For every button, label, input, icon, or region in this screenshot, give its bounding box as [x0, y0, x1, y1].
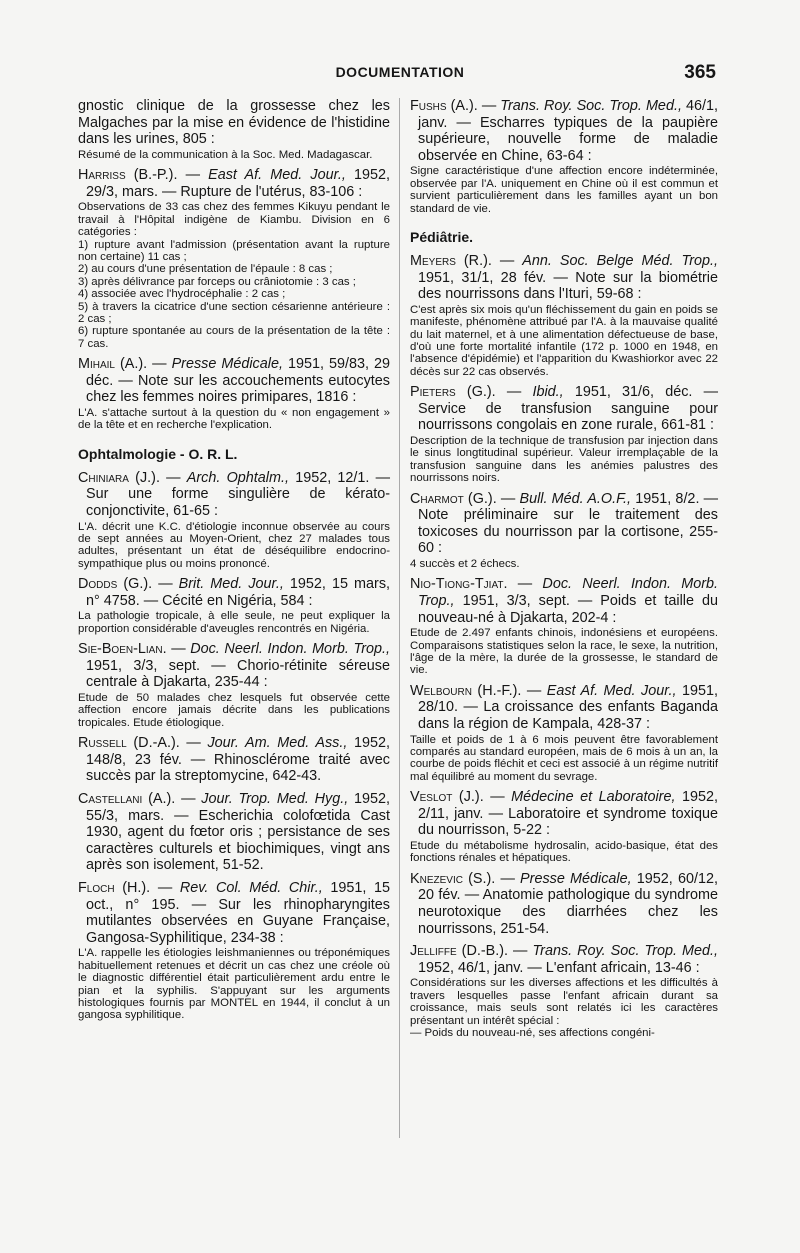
journal: Presse Médicale,	[171, 356, 283, 373]
abstract-line: C'est après six mois qu'un fléchissement du gain en poids se manifeste, phénomène attribué par l'A. à la mauvaise qualité du lait maternel, et à une alimentation défectueuse de base, d'où une forte mortalité infantile (172 p. 1000 en 1948, en l'absence d'épidémie) et l'apparition du Kwashiorkor avec 22 décès sur 22 cas observés.	[410, 303, 718, 378]
abstract-line: 1) rupture avant l'admission (présentation avant la rupture non certaine) 11 cas ;	[78, 238, 390, 263]
citation-details: 1951, 15 oct., n° 195. — Sur les rhinopharyngites mutilantes observées en Guyane Française, Gangosa-Syphilitique, 234-38 :	[86, 880, 391, 946]
citation-details: 1951, 8/2. — Note préliminaire sur le traitement des toxicoses du nourrisson par la cortisone, 255-60 :	[418, 490, 719, 557]
author: Jelliffe (D.-B.).	[410, 943, 509, 960]
journal: Jour. Trop. Med. Hyg.,	[201, 791, 349, 808]
section-heading: Pédiâtrie.	[410, 229, 474, 245]
author: Harriss (B.-P.).	[78, 167, 178, 184]
bibliography-entry	[78, 470, 390, 570]
bibliography-entry	[78, 641, 390, 729]
running-header	[0, 64, 800, 86]
author: Floch (H.).	[78, 880, 151, 896]
journal: Trans. Roy. Soc. Trop. Med.,	[500, 98, 682, 114]
bibliography-entry	[410, 253, 718, 378]
abstract	[410, 977, 718, 1039]
author: Veslot (J.).	[410, 789, 484, 806]
abstract-line: Considérations sur les diverses affections et les difficultés à travers lesquelles passe l'enfant africain durant sa croissance, mais seuls sont relatés ici les caractères présentant un intérêt spécial :	[410, 977, 718, 1027]
abstract	[78, 201, 390, 350]
author: Fushs (A.).	[410, 98, 478, 114]
abstract	[410, 627, 718, 677]
citation: Knezevic (S.). — Presse Médicale, 1952, 60/12, 20 fév. — Anatomie pathologique du syndrome neurotoxique des diarrhées chez les nourrissons, 251-54.	[410, 870, 718, 937]
citation: Nio-Tiong-Tjiat. — Doc. Neerl. Indon. Morb. Trop., 1951, 3/3, sept. — Poids et taille du nouveau-né à Djakarta, 202-4 :	[410, 576, 719, 626]
citation: Pieters (G.). — Ibid., 1951, 31/6, déc. — Service de transfusion sanguine pour nourrissons congolais en zone rurale, 661-81 :	[410, 384, 719, 434]
bibliography-entry	[78, 791, 390, 874]
bibliography-entry	[78, 356, 390, 432]
abstract-line: Etude de 2.497 enfants chinois, indonésiens et européens. Comparaisons statistiques selon la race, le sexe, la nutrition, l'âge de la mère, la durée de la grossesse, le standard de vie.	[410, 627, 718, 677]
citation-details: 1952, 60/12, 20 fév. — Anatomie pathologique du syndrome neurotoxique des diarrhées chez les nourrissons, 251-54.	[418, 870, 718, 937]
citation-details: 1952, 29/3, mars. — Rupture de l'utérus, 83-106 :	[86, 167, 390, 200]
right-column	[410, 98, 718, 1045]
abstract-line: 2) au cours d'une présentation de l'épaule : 8 cas ;	[78, 263, 333, 276]
citation-details: 1952, 148/8, 23 fév. — Rhinosclérome traité avec succès par la streptomycine, 642-43.	[86, 735, 391, 785]
author: Chiniara (J.).	[78, 469, 160, 486]
abstract	[410, 165, 718, 215]
left-column	[78, 98, 390, 1028]
citation-details: 1952, 15 mars, n° 4758. — Cécité en Nigéria, 584 :	[86, 576, 391, 609]
bibliography-entry	[410, 871, 718, 937]
abstract-line: L'A. s'attache surtout à la question du « non engagement » de la tête et en recherche l'explication.	[78, 407, 390, 432]
citation-details: 1952, 46/1, janv. — L'enfant africain, 13-46 :	[418, 959, 700, 976]
citation: Charmot (G.). — Bull. Méd. A.O.F., 1951, 8/2. — Note préliminaire sur le traitement des toxicoses du nourrisson par la cortisone, 255-60 :	[410, 490, 719, 557]
journal: Ann. Soc. Belge Méd. Trop.,	[522, 253, 718, 269]
abstract-line: Taille et poids de 1 à 6 mois peuvent être favorablement comparés au standard européen, mais de 6 mois à un an, la courbe de poids fléchit et ceci est associé à un régime nutritif mal équilibré au moment du sevrage.	[410, 733, 718, 783]
journal: Arch. Ophtalm.,	[186, 469, 289, 486]
running-title: DOCUMENTATION	[335, 64, 465, 80]
citation-details: 1952, 12/1. — Sur une forme singulière de kérato-conjonctivite, 61-65 :	[86, 469, 391, 520]
journal: Trans. Roy. Soc. Trop. Med.,	[532, 943, 718, 960]
citation: Russell (D.-A.). — Jour. Am. Med. Ass., 1952, 148/8, 23 fév. — Rhinosclérome traité avec succès par la streptomycine, 642-43.	[78, 735, 391, 785]
author: Charmot (G.).	[410, 490, 497, 507]
citation-details: 1951, 3/3, sept. — Poids et taille du nouveau-né à Djakarta, 202-4 :	[418, 593, 719, 626]
abstract-line: Observations de 33 cas chez des femmes Kikuyu pendant le travail à l'Hôpital indigène de Kiambu. Division en 6 catégories :	[78, 201, 390, 239]
page-number: 365	[684, 62, 716, 83]
abstract	[78, 521, 390, 571]
abstract	[410, 840, 718, 865]
citation-details: 1952, 2/11, janv. — Laboratoire et syndrome toxique du nourrisson, 5-22 :	[418, 789, 719, 839]
citation: Welbourn (H.-F.). — East Af. Med. Jour., 1951, 28/10. — La croissance des enfants Baganda dans la région de Kampala, 428-37 :	[410, 682, 718, 732]
citation: Dodds (G.). — Brit. Med. Jour., 1952, 15 mars, n° 4758. — Cécité en Nigéria, 584 :	[78, 576, 391, 609]
citation: Veslot (J.). — Médecine et Laboratoire, 1952, 2/11, janv. — Laboratoire et syndrome toxique du nourrisson, 5-22 :	[410, 789, 719, 839]
bibliography-entry	[78, 167, 390, 350]
bibliography-entry	[410, 98, 718, 215]
author: Meyers (R.).	[410, 253, 492, 269]
column-rule	[399, 98, 400, 1138]
abstract-line: — Poids du nouveau-né, ses affections congéni-	[410, 1027, 655, 1039]
abstract-line: Description de la technique de transfusion par injection dans le sinus longtitudinal supérieur. Valeur irremplaçable de la transfusion sanguine dans les anémies palustres des nourrissons noirs.	[410, 435, 718, 485]
citation-details: 1951, 31/1, 28 fév. — Note sur la biométrie des nourrissons dans l'Ituri, 59-68 :	[418, 269, 718, 303]
bibliography-entry	[410, 384, 718, 484]
journal: Jour. Am. Med. Ass.,	[207, 735, 348, 752]
abstract	[78, 407, 390, 432]
citation-details: 1951, 3/3, sept. — Chorio-rétinite séreuse centrale à Djakarta, 235-44 :	[86, 657, 390, 691]
citation: Jelliffe (D.-B.). — Trans. Roy. Soc. Trop. Med., 1952, 46/1, janv. — L'enfant africain, 13-46 :	[410, 943, 718, 976]
abstract-line: Etude de 50 malades chez lesquels fut observée cette affection encore jamais décrite dans les publications tropicales. Etude étiologique.	[78, 692, 390, 729]
journal: Rev. Col. Méd. Chir.,	[179, 880, 323, 896]
section-heading: Ophtalmologie - O. R. L.	[78, 445, 238, 462]
abstract-line: 3) après délivrance par forceps ou crâniotomie : 3 cas ;	[78, 275, 356, 288]
bibliography-entry	[410, 491, 718, 571]
abstract	[410, 558, 718, 570]
citation: Harriss (B.-P.). — East Af. Med. Jour., 1952, 29/3, mars. — Rupture de l'utérus, 83-106 :	[78, 167, 390, 200]
author: Welbourn (H.-F.).	[410, 682, 522, 699]
abstract-line: Résumé de la communication à la Soc. Med. Madagascar.	[78, 148, 373, 161]
citation-details: 1951, 31/6, déc. — Service de transfusion sanguine pour nourrissons congolais en zone rurale, 661-81 :	[418, 384, 719, 434]
author: Dodds (G.).	[78, 576, 153, 593]
abstract	[78, 149, 390, 161]
abstract-line: L'A. décrit une K.C. d'étiologie inconnue observée au cours de sept années au Moyen-Orient, chez 27 malades tous adultes, présentant un état de déséquilibre endocrino-sympathique plus ou moins prononcé.	[78, 520, 390, 570]
bibliography-entry	[410, 576, 718, 676]
abstract	[78, 692, 390, 729]
citation: Chiniara (J.). — Arch. Ophtalm., 1952, 12/1. — Sur une forme singulière de kérato-conjonctivite, 61-65 :	[78, 469, 391, 520]
abstract	[78, 610, 390, 635]
bibliography-entry	[78, 880, 390, 1022]
abstract	[78, 947, 390, 1021]
citation: Floch (H.). — Rev. Col. Méd. Chir., 1951, 15 oct., n° 195. — Sur les rhinopharyngites mutilantes observées en Guyane Française, Gangosa-Syphilitique, 234-38 :	[78, 880, 391, 946]
author: Russell (D.-A.).	[78, 735, 180, 752]
author: Sie-Boen-Lian.	[78, 641, 167, 658]
abstract	[410, 435, 718, 485]
bibliography-entry	[78, 576, 390, 635]
citation: Castellani (A.). — Jour. Trop. Med. Hyg., 1952, 55/3, mars. — Escherichia colofœtida Cast 1930, agent du fœtor oris ; persistance de ses caractères culturels et biochimiques, vingt ans après son isolement, 51-52.	[78, 791, 391, 874]
abstract-line: 6) rupture spontanée au cours de la présentation de la tête : 7 cas.	[78, 325, 390, 350]
journal: Bull. Méd. A.O.F.,	[519, 490, 632, 507]
abstract	[410, 734, 718, 784]
continued-entry	[78, 98, 390, 161]
journal: Doc. Neerl. Indon. Morb. Trop.,	[418, 576, 719, 609]
citation: Mihail (A.). — Presse Médicale, 1951, 59/83, 29 déc. — Note sur les accouchements eutocytes chez les femmes noires primipares, 1816 :	[78, 356, 390, 406]
author: Knezevic (S.).	[410, 870, 496, 887]
author: Castellani (A.).	[78, 791, 176, 808]
citation-details: 1952, 55/3, mars. — Escherichia colofœtida Cast 1930, agent du fœtor oris ; persistance de ses caractères culturels et biochimiques, vingt ans après son isolement, 51-52.	[86, 791, 391, 874]
abstract-line: L'A. rappelle les étiologies leishmaniennes ou tréponémiques habituellement retenues et décrit un cas chez une créole où le diagnostic différentiel était particulièrement ardu entre le pian et la syphilis. S'appuyant sur les arguments histologiques fournis par MONTEL en 1944, il conclut à un gangosa syphilitique.	[78, 947, 390, 1022]
abstract-line: 4 succès et 2 échecs.	[410, 558, 520, 570]
abstract-line: 5) à travers la cicatrice d'une section césarienne antérieure : 2 cas ;	[78, 300, 390, 326]
journal: East Af. Med. Jour.,	[208, 167, 346, 184]
journal: Presse Médicale,	[520, 870, 632, 887]
bibliography-entry	[410, 683, 718, 783]
author: Nio-Tiong-Tjiat.	[410, 576, 508, 593]
abstract-line: La pathologie tropicale, à elle seule, ne peut expliquer la proportion considérable d'aveugles rencontrés en Nigéria.	[78, 610, 390, 635]
bibliography-entry	[410, 789, 718, 865]
abstract-line: Etude du métabolisme hydrosalin, acido-basique, état des fonctions rénales et hépatiques.	[410, 840, 718, 865]
citation-details: 46/1, janv. — Escharres typiques de la paupière supérieure, nouvelle forme de maladie observée en Chine, 63-64 :	[418, 98, 719, 164]
bibliography-entry	[410, 943, 718, 1039]
journal: Brit. Med. Jour.,	[178, 576, 284, 593]
citation-details: 1951, 28/10. — La croissance des enfants Baganda dans la région de Kampala, 428-37 :	[418, 682, 718, 732]
journal: Médecine et Laboratoire,	[511, 789, 676, 806]
journal: Ibid.,	[532, 384, 564, 401]
bibliography-entry	[78, 735, 390, 785]
abstract	[410, 304, 718, 378]
citation-details: 1951, 59/83, 29 déc. — Note sur les accouchements eutocytes chez les femmes noires primipares, 1816 :	[86, 356, 390, 406]
abstract-line: Signe caractéristique d'une affection encore indéterminée, observée par l'A. uniquement en Chine où il est commun et survient particulièrement dans les familles ayant un bon standard de vie.	[410, 165, 718, 215]
citation: Sie-Boen-Lian. — Doc. Neerl. Indon. Morb. Trop., 1951, 3/3, sept. — Chorio-rétinite séreuse centrale à Djakarta, 235-44 :	[78, 641, 390, 691]
citation-text: gnostic clinique de la grossesse chez les Malgaches par la mise en évidence de l'histidine dans les urines, 805 :	[78, 98, 390, 148]
author: Mihail (A.).	[78, 356, 148, 373]
journal: Doc. Neerl. Indon. Morb. Trop.,	[190, 641, 390, 658]
citation	[78, 98, 390, 148]
abstract-line: 4) associée avec l'hydrocéphalie : 2 cas ;	[78, 288, 286, 301]
citation: Meyers (R.). — Ann. Soc. Belge Méd. Trop., 1951, 31/1, 28 fév. — Note sur la biométrie des nourrissons dans l'Ituri, 59-68 :	[410, 253, 718, 303]
author: Pieters (G.).	[410, 384, 496, 401]
citation: Fushs (A.). — Trans. Roy. Soc. Trop. Med., 46/1, janv. — Escharres typiques de la paupière supérieure, nouvelle forme de maladie observée en Chine, 63-64 :	[410, 98, 719, 164]
journal: East Af. Med. Jour.,	[546, 682, 677, 699]
